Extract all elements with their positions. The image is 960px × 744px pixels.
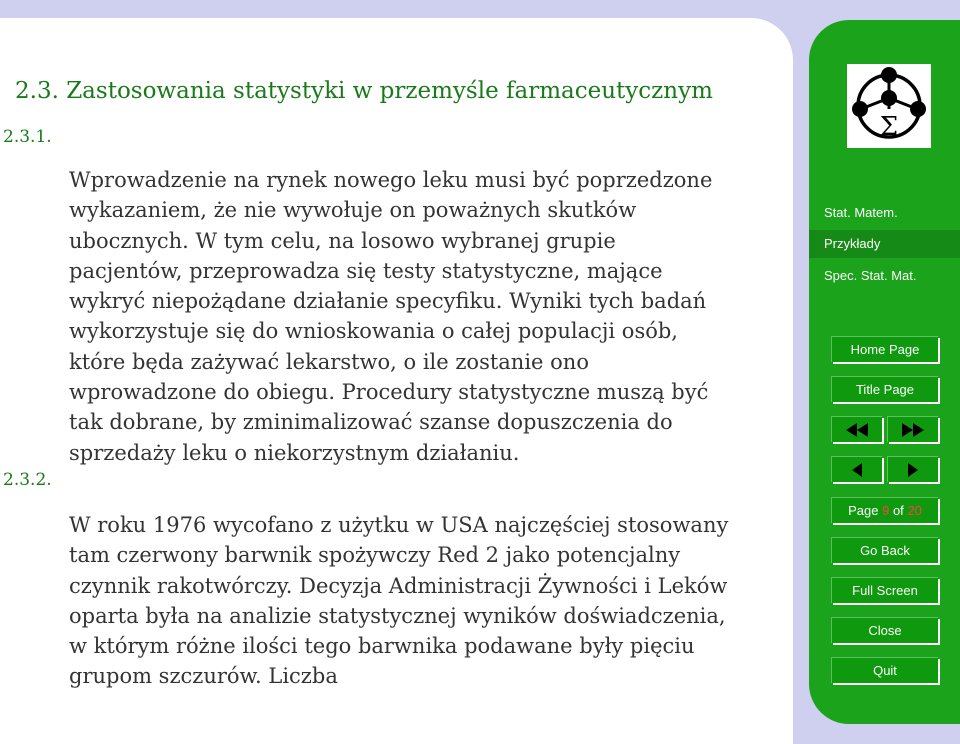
previous-page-button[interactable] (831, 456, 882, 482)
left-arrow-icon (851, 463, 863, 477)
section-title: 2.3. Zastosowania statystyki w przemyśle farmaceutycznym (15, 78, 713, 104)
paragraph-2: W roku 1976 wycofano z użytku w USA najczęściej stosowany tam czerwony barwnik spożywczy Red 2 jako potencjalny czynnik rakotwórczy. Decyzja Administracji Żywności i Leków oparta była na analizie statystycznej wyników doświadczenia, w którym różne ilości tego barwnika podawane były pięciu grupom szczurów. Liczba (69, 513, 729, 689)
nav-link-stat-matem[interactable]: Stat. Matem. (824, 205, 898, 220)
navigation-panel (809, 20, 960, 724)
logo-sigma-icon (847, 64, 931, 148)
double-right-arrow-icon (900, 423, 926, 437)
subsection-number-2: 2.3.2. (3, 470, 52, 490)
logo (847, 64, 931, 148)
last-page-button[interactable] (887, 416, 938, 442)
first-page-button[interactable] (831, 416, 882, 442)
title-page-button[interactable]: Title Page (831, 376, 938, 402)
page-indicator (831, 497, 938, 523)
logo-symbol: Σ (879, 112, 899, 142)
nav-link-przyklady[interactable]: Przykłady (824, 236, 881, 251)
quit-button[interactable]: Quit (831, 657, 938, 683)
page-of: of (892, 503, 904, 518)
next-page-button[interactable] (887, 456, 938, 482)
subsection-number-1: 2.3.1. (3, 127, 52, 147)
go-back-button[interactable]: Go Back (831, 537, 938, 563)
right-arrow-icon (907, 463, 919, 477)
paragraph-1: Wprowadzenie na rynek nowego leku musi być poprzedzone wykazaniem, że nie wywołuje on poważnych skutków ubocznych. W tym celu, na losowo wybranej grupie pacjentów, przeprowadza się testy statystyczne, mające wykryć niepożądane działanie specyfiku. Wyniki tych badań wykorzystuje się do wnioskowania o całej populacji osób, które będa zażywać lekarstwo, o ile zostanie ono wprowadzone do obiegu. Procedury statystyczne muszą być tak dobrane, by zminimalizować szanse dopuszczenia do sprzedaży leku o niekorzystnym działaniu. (69, 168, 713, 465)
full-screen-button[interactable]: Full Screen (831, 577, 938, 603)
page-total: 20 (907, 503, 922, 518)
close-button[interactable]: Close (831, 617, 938, 643)
nav-link-spec-stat-mat[interactable]: Spec. Stat. Mat. (824, 268, 917, 283)
page-word: Page (848, 503, 879, 518)
double-left-arrow-icon (844, 423, 870, 437)
page-current: 9 (882, 503, 890, 518)
home-page-button[interactable]: Home Page (831, 336, 938, 362)
